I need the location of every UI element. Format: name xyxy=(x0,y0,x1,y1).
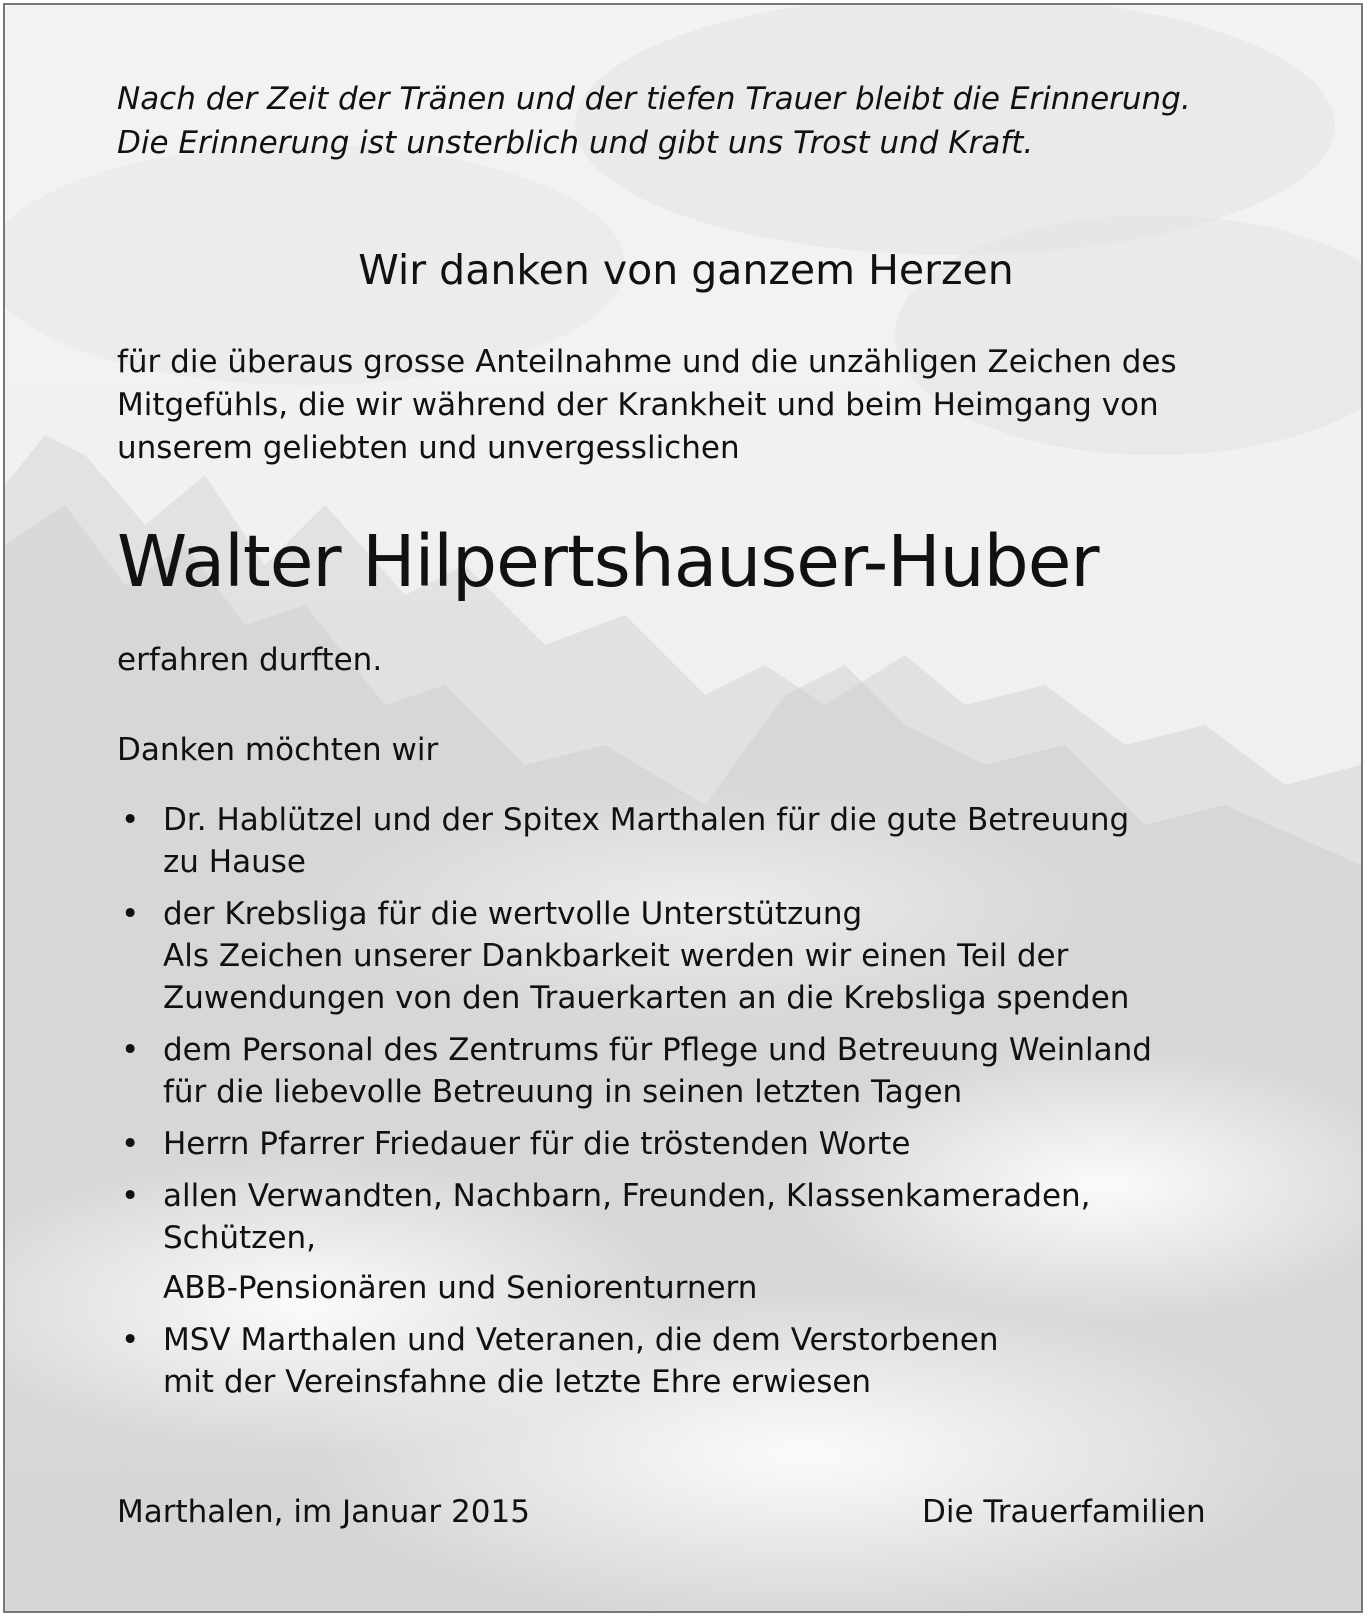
list-item-line: ABB-Pensionären und Seniorenturnern xyxy=(163,1270,758,1306)
list-item xyxy=(117,1029,1297,1113)
deceased-name: Walter Hilpertshauser-Huber xyxy=(117,520,1099,603)
intro-line: Mitgefühls, die wir während der Krankheit und beim Heimgang von xyxy=(117,387,1159,423)
list-item-line: MSV Marthalen und Veteranen, die dem Verstorbenen xyxy=(163,1322,999,1358)
list-item-line: Dr. Hablützel und der Spitex Marthalen für die gute Betreuung xyxy=(163,802,1130,838)
list-item xyxy=(117,1175,1297,1259)
bullet: • xyxy=(121,1322,140,1358)
notice-frame xyxy=(3,3,1363,1613)
thanks-list xyxy=(117,799,1297,1413)
list-item-line: mit der Vereinsfahne die letzte Ehre erwiesen xyxy=(163,1364,872,1400)
list-item xyxy=(117,1123,1297,1165)
bullet: • xyxy=(121,1032,140,1068)
notice-content xyxy=(5,5,1361,1611)
signature: Die Trauerfamilien xyxy=(922,1494,1206,1530)
bullet: • xyxy=(121,1178,140,1214)
list-item-line: der Krebsliga für die wertvolle Unterstützung xyxy=(163,896,863,932)
intro-paragraph xyxy=(117,341,1277,470)
bullet: • xyxy=(121,896,140,932)
quote-line: Die Erinnerung ist unsterblich und gibt uns Trost und Kraft. xyxy=(117,125,1034,161)
opening-quote xyxy=(117,77,1277,165)
intro-line: für die überaus grosse Anteilnahme und die unzähligen Zeichen des xyxy=(117,344,1177,380)
list-item xyxy=(117,1319,1297,1403)
list-item xyxy=(117,799,1297,883)
after-name-text: erfahren durften. xyxy=(117,642,383,678)
list-item-line: Zuwendungen von den Trauerkarten an die Krebsliga spenden xyxy=(163,980,1130,1016)
list-item xyxy=(117,1267,1297,1309)
bullet: • xyxy=(121,1126,140,1162)
list-item-line: Als Zeichen unserer Dankbarkeit werden wir einen Teil der xyxy=(163,938,1069,974)
place-date: Marthalen, im Januar 2015 xyxy=(117,1494,530,1530)
quote-line: Nach der Zeit der Tränen und der tiefen Trauer bleibt die Erinnerung. xyxy=(117,81,1191,117)
intro-line: unserem geliebten und unvergesslichen xyxy=(117,430,740,466)
thanks-intro: Danken möchten wir xyxy=(117,732,439,768)
list-item-line: Herrn Pfarrer Friedauer für die tröstenden Worte xyxy=(163,1126,911,1162)
list-item-line: für die liebevolle Betreuung in seinen letzten Tagen xyxy=(163,1074,963,1110)
list-item-line: dem Personal des Zentrums für Pflege und Betreuung Weinland xyxy=(163,1032,1152,1068)
list-item-line: Schützen, xyxy=(163,1220,317,1256)
thank-you-heading: Wir danken von ganzem Herzen xyxy=(358,246,1014,294)
list-item xyxy=(117,893,1297,1019)
list-item-line: allen Verwandten, Nachbarn, Freunden, Klassenkameraden, xyxy=(163,1178,1091,1214)
bullet: • xyxy=(121,802,140,838)
list-item-line: zu Hause xyxy=(163,844,306,880)
